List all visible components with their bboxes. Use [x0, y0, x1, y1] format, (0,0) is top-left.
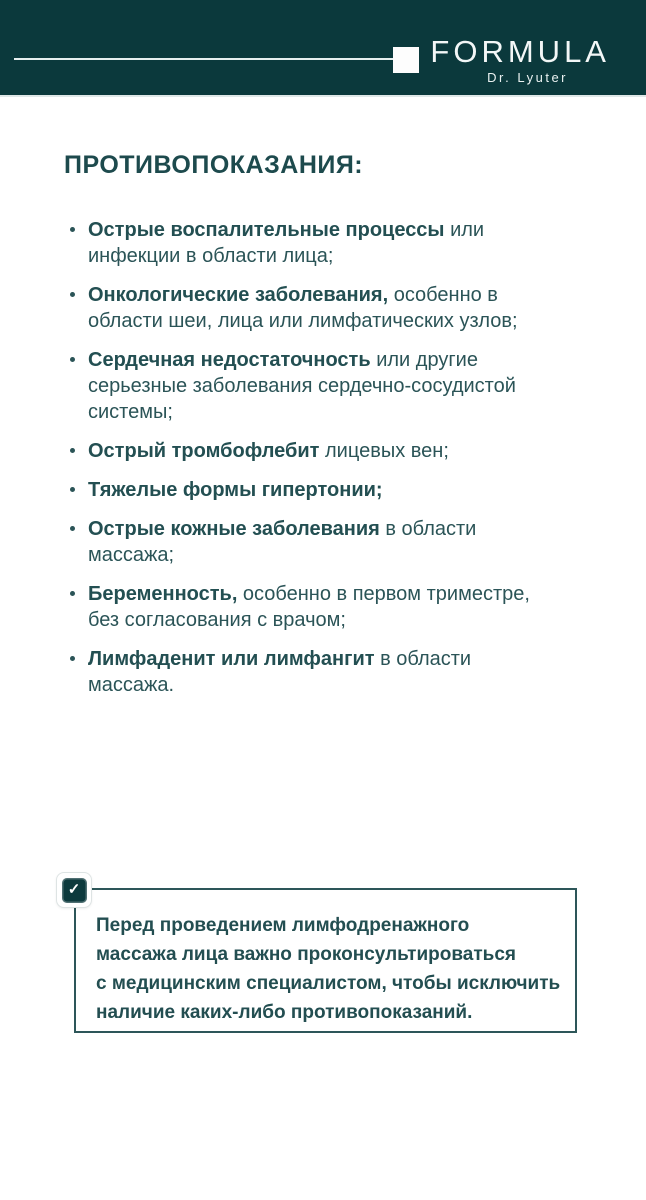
note-line: с медицинским специалистом, чтобы исключить: [96, 973, 561, 994]
advisory-note-text: [76, 890, 575, 1027]
list-item: [64, 438, 546, 464]
list-item: [64, 581, 546, 633]
list-item-bold: Беременность,: [88, 583, 238, 605]
list-item-bold: Острые воспалительные процессы: [88, 219, 445, 241]
note-line: Перед проведением лимфодренажного: [96, 915, 470, 936]
checkbox-fill: [62, 878, 87, 903]
check-icon: ✓: [67, 880, 81, 898]
brand-logo: [430, 36, 610, 85]
list-item-bold: Тяжелые формы гипертонии;: [88, 479, 383, 501]
list-item-bold: Онкологические заболевания,: [88, 284, 389, 306]
list-item-bold: Острый тромбофлебит: [88, 440, 320, 462]
checked-checkbox: [57, 873, 91, 907]
list-item-rest: особенно в первом триместре, без согласования с врачом;: [88, 583, 530, 631]
list-item: [64, 646, 546, 698]
bullet-dot-icon: [70, 487, 75, 492]
list-item: [64, 347, 546, 425]
bullet-dot-icon: [70, 591, 75, 596]
page-title: ПРОТИВОПОКАЗАНИЯ:: [64, 151, 364, 179]
list-item-rest: лицевых вен;: [319, 440, 449, 462]
advisory-note-box: [67, 880, 577, 1033]
bullet-dot-icon: [70, 526, 75, 531]
list-item-rest: в области массажа.: [88, 648, 472, 696]
list-item-bold: Острые кожные заболевания: [88, 518, 380, 540]
brand-square-icon: [393, 47, 419, 73]
list-item: [64, 282, 546, 334]
header-rule-line: [14, 58, 394, 60]
list-item-rest: или инфекции в области лица;: [88, 219, 485, 267]
note-line: наличие каких-либо противопоказаний.: [96, 1002, 473, 1023]
list-item-rest: особенно в области шеи, лица или лимфатических узлов;: [88, 284, 518, 332]
bullet-dot-icon: [70, 292, 75, 297]
list-item: [64, 217, 546, 269]
list-item: [64, 516, 546, 568]
bullet-dot-icon: [70, 357, 75, 362]
list-item: [64, 477, 546, 503]
list-item-bold: Лимфаденит или лимфангит: [88, 648, 375, 670]
bullet-dot-icon: [70, 448, 75, 453]
bullet-dot-icon: [70, 227, 75, 232]
brand-subtitle: Dr. Lyuter: [487, 70, 568, 85]
list-item-rest: в области массажа;: [88, 518, 477, 566]
note-line: массажа лица важно проконсультироваться: [96, 944, 517, 965]
bullet-dot-icon: [70, 656, 75, 661]
brand-name: FORMULA: [430, 34, 610, 69]
brand-header: [0, 0, 646, 97]
list-item-bold: Сердечная недостаточность: [88, 349, 371, 371]
contraindications-list: [64, 217, 546, 698]
list-item-rest: или другие серьезные заболевания сердечно-сосудистой системы;: [88, 349, 516, 423]
